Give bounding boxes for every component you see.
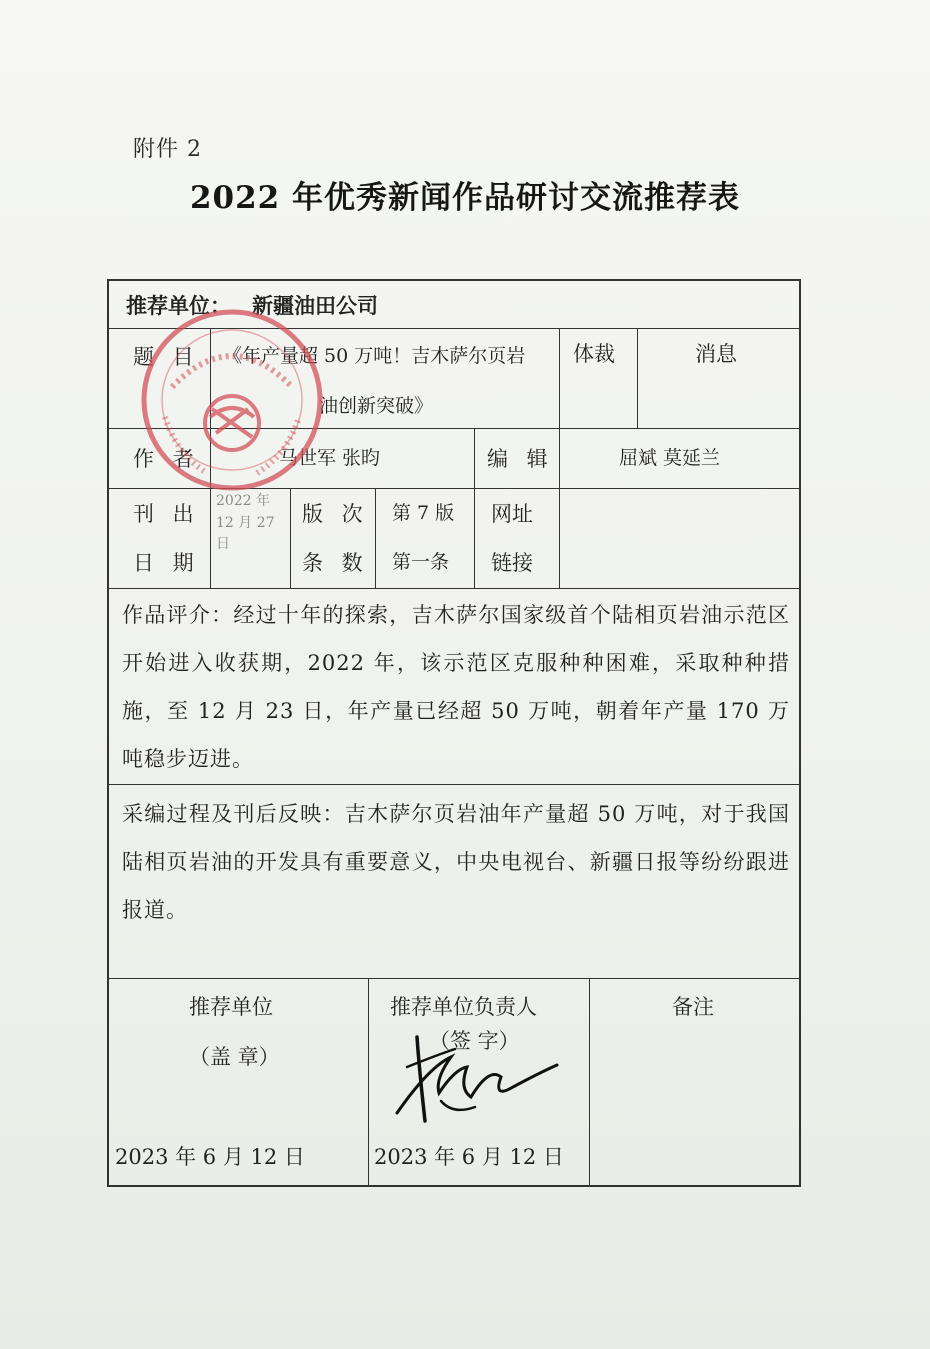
signature-label: （签 字） [429, 1029, 520, 1053]
recommendation-form [107, 279, 801, 1187]
pub-date-label-1: 刊 出 [133, 502, 200, 526]
attachment-label: 附件 2 [133, 137, 202, 162]
url-label-2: 链接 [491, 551, 533, 575]
title-label: 题 目 [133, 345, 200, 369]
row-divider [109, 784, 799, 785]
row-divider [109, 978, 799, 979]
col-divider [368, 978, 369, 1187]
pub-date-label-2: 日 期 [133, 551, 200, 575]
footer-unit-label: 推荐单位 [189, 995, 273, 1019]
author-value: 马世军 张昀 [279, 447, 381, 469]
editor-label: 编 辑 [487, 447, 554, 471]
row-divider [109, 588, 799, 589]
edition-value-2: 第一条 [392, 551, 450, 573]
col-divider [637, 328, 638, 428]
col-divider [589, 978, 590, 1187]
author-label: 作 者 [133, 447, 200, 471]
footer-leader-date: 2023 年 6 月 12 日 [374, 1145, 564, 1169]
col-divider [375, 488, 376, 588]
col-divider [559, 328, 560, 428]
recommending-unit-label: 推荐单位： [126, 293, 231, 318]
recommending-unit-value: 新疆油田公司 [252, 293, 378, 318]
handwritten-signature-icon [389, 1027, 559, 1127]
document-title: 2022 年优秀新闻作品研讨交流推荐表 [189, 180, 741, 216]
col-divider [474, 428, 475, 588]
editing-process-text: 采编过程及刊后反映：吉木萨尔页岩油年产量超 50 万吨，对于我国陆相页岩油的开发具有重要意义，中央电视台、新疆日报等纷纷跟进报道。 [122, 802, 790, 922]
footer-leader-label: 推荐单位负责人 [390, 995, 537, 1019]
work-review-text: 作品评介：经过十年的探索，吉木萨尔国家级首个陆相页岩油示范区开始进入收获期，2022 年，该示范区克服种种困难，采取种种措施，至 12 月 23 日，年产量已经超 50 万吨，朝着年产量 170 万吨稳步迈进。 [122, 603, 790, 771]
url-label-1: 网址 [491, 502, 533, 526]
genre-value: 消息 [695, 342, 737, 366]
genre-label: 体裁 [573, 342, 615, 366]
article-title-line1: 《年产量超 50 万吨！吉木萨尔页岩 [223, 345, 526, 367]
editor-value: 屈斌 莫延兰 [619, 447, 721, 469]
edition-value-1: 第 7 版 [392, 502, 455, 524]
footer-unit-date: 2023 年 6 月 12 日 [115, 1145, 305, 1169]
remark-label: 备注 [672, 995, 714, 1019]
pub-date-value: 2022 年 12 月 27 日 [216, 493, 275, 553]
seal-label: （盖 章） [189, 1045, 280, 1069]
edition-label-2: 条 数 [302, 551, 369, 575]
official-seal-icon [137, 305, 327, 495]
col-divider [290, 488, 291, 588]
col-divider [559, 428, 560, 588]
article-title-line2: 油创新突破》 [319, 395, 434, 417]
edition-label-1: 版 次 [302, 502, 369, 526]
